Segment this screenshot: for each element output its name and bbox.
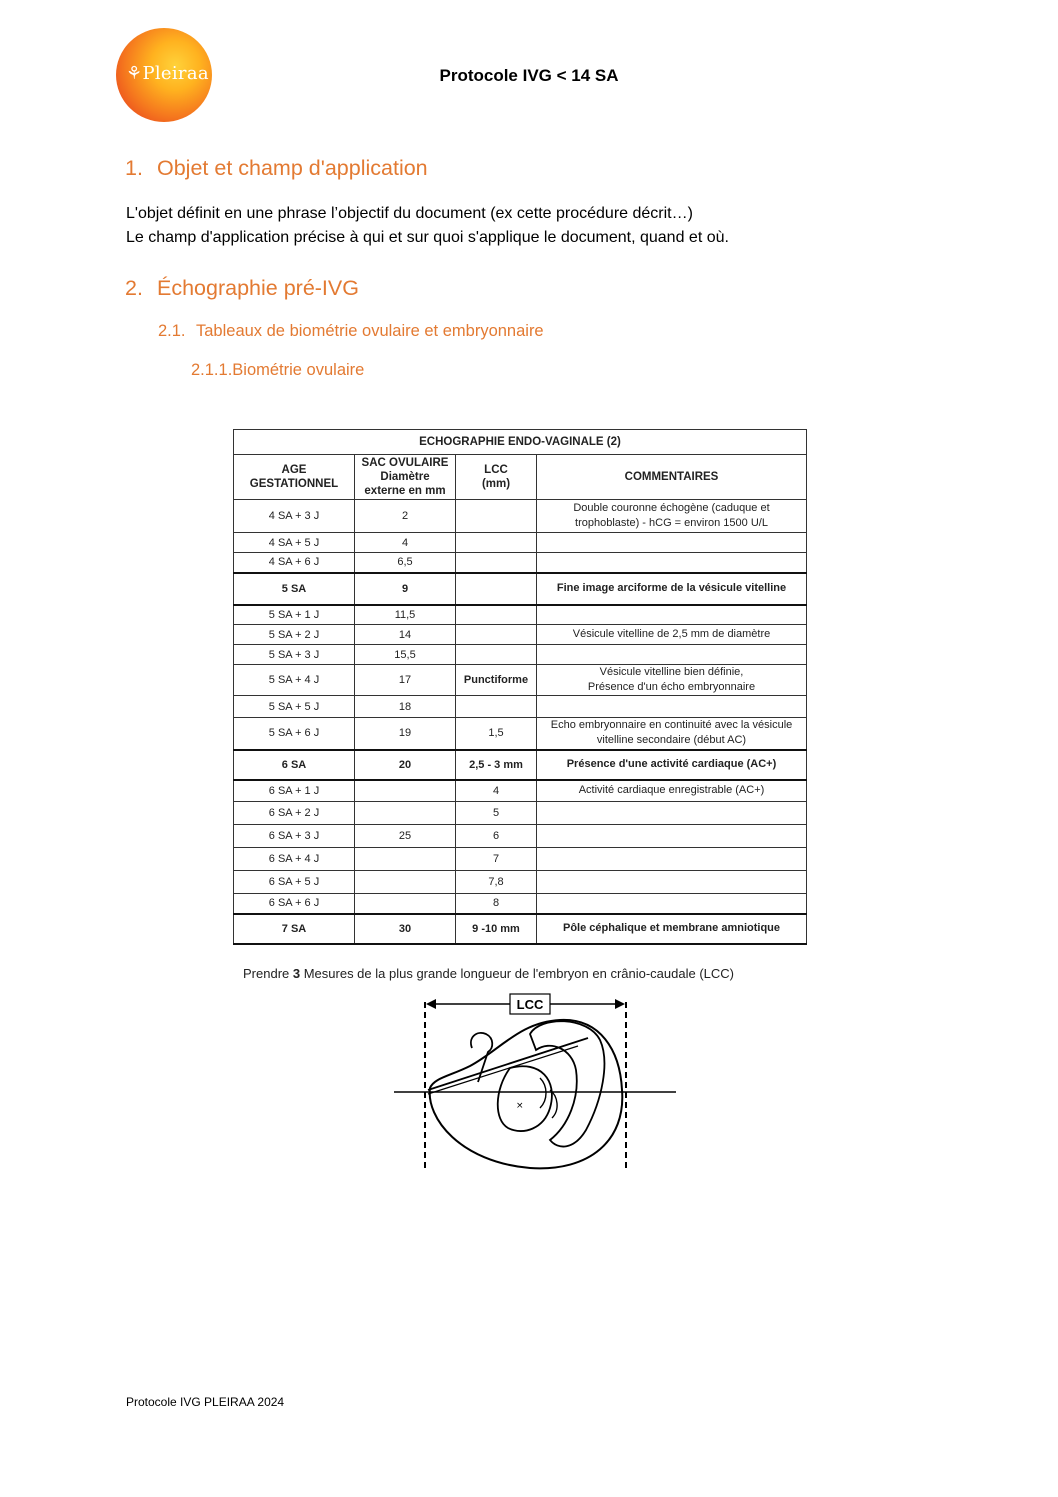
table-row	[234, 825, 807, 848]
cell-comment	[537, 553, 807, 573]
comment-line: Vésicule vitelline bien définie,	[599, 666, 744, 678]
cell-sac: 30	[355, 914, 456, 944]
cell-sac	[355, 780, 456, 802]
cell-age: 6 SA + 3 J	[234, 825, 355, 848]
section-heading-2	[125, 276, 359, 301]
page-footer: Protocole IVG PLEIRAA 2024	[126, 1395, 285, 1409]
cell-lcc: 7	[456, 848, 537, 871]
table-row	[234, 665, 807, 696]
embryo-head	[530, 1021, 604, 1146]
gestational-sac	[430, 1020, 623, 1168]
table-row	[234, 780, 807, 802]
figure-caption: Prendre 3 Mesures de la plus grande longueur de l'embryon en crânio-caudale (LCC)	[243, 966, 734, 981]
cell-sac: 19	[355, 718, 456, 750]
cell-lcc	[456, 696, 537, 718]
lcc-measure-line-2	[428, 1046, 578, 1094]
cell-age: 5 SA + 2 J	[234, 625, 355, 645]
cell-sac	[355, 848, 456, 871]
cell-comment	[537, 665, 807, 696]
lcc-label: LCC	[516, 997, 544, 1012]
cell-lcc: 7,8	[456, 871, 537, 894]
cell-lcc	[456, 533, 537, 553]
cell-comment	[537, 696, 807, 718]
table-body	[234, 500, 807, 944]
cell-comment	[537, 500, 807, 533]
cell-comment	[537, 914, 807, 944]
cell-lcc: 5	[456, 802, 537, 825]
arrow-right-icon	[615, 999, 625, 1009]
cell-comment	[537, 825, 807, 848]
header-age: AGE GESTATIONNEL	[234, 455, 355, 500]
cell-lcc	[456, 625, 537, 645]
table-row	[234, 500, 807, 533]
comment-line: Présence d'un écho embryonnaire	[587, 681, 756, 693]
cell-age: 5 SA + 5 J	[234, 696, 355, 718]
header-sac: SAC OVULAIRE Diamètre externe en mm	[355, 455, 456, 500]
comment-line: Vésicule vitelline de 2,5 mm de diamètre	[572, 628, 771, 640]
table-row	[234, 848, 807, 871]
comment-line: Fine image arciforme de la vésicule vitelline	[556, 582, 787, 594]
cell-sac: 20	[355, 750, 456, 780]
cell-sac: 15,5	[355, 645, 456, 665]
cell-comment	[537, 750, 807, 780]
cell-age: 5 SA + 4 J	[234, 665, 355, 696]
section-number: 1.	[125, 156, 143, 180]
cell-age: 5 SA + 1 J	[234, 605, 355, 625]
cell-comment	[537, 573, 807, 605]
embryo-body	[498, 1066, 552, 1131]
cell-sac: 18	[355, 696, 456, 718]
arrow-left-icon	[426, 999, 436, 1009]
cell-comment	[537, 802, 807, 825]
cell-comment	[537, 645, 807, 665]
table-row	[234, 573, 807, 605]
embryo-lcc-diagram	[390, 990, 680, 1180]
section-number: 2.	[125, 276, 143, 300]
cell-lcc: 6	[456, 825, 537, 848]
table-title: ECHOGRAPHIE ENDO-VAGINALE (2)	[234, 430, 807, 455]
cell-age: 5 SA + 6 J	[234, 718, 355, 750]
cell-comment	[537, 625, 807, 645]
table-row	[234, 894, 807, 914]
cell-lcc: 2,5 - 3 mm	[456, 750, 537, 780]
cell-sac	[355, 802, 456, 825]
cell-lcc	[456, 605, 537, 625]
intro-line-1: L'objet définit en une phrase l’objectif du document (ex cette procédure décrit…)	[126, 205, 693, 222]
cell-age: 5 SA + 3 J	[234, 645, 355, 665]
cell-comment	[537, 605, 807, 625]
logo-text: ⚘Pleiraa	[126, 63, 209, 84]
cell-age: 4 SA + 5 J	[234, 533, 355, 553]
cell-lcc: Punctiforme	[456, 665, 537, 696]
cell-age: 6 SA + 5 J	[234, 871, 355, 894]
cell-comment	[537, 718, 807, 750]
cell-sac: 6,5	[355, 553, 456, 573]
subsection-number: 2.1.	[158, 322, 186, 340]
comment-line: Double couronne échogène (caduque et	[573, 502, 770, 514]
intro-paragraph	[126, 202, 729, 250]
cell-lcc: 1,5	[456, 718, 537, 750]
cell-age: 6 SA + 4 J	[234, 848, 355, 871]
cell-age: 5 SA	[234, 573, 355, 605]
table-row	[234, 750, 807, 780]
header-comments: COMMENTAIRES	[537, 455, 807, 500]
cell-lcc	[456, 573, 537, 605]
cell-sac: 25	[355, 825, 456, 848]
section-heading-1	[125, 156, 428, 181]
center-mark-icon: ×	[516, 1101, 524, 1111]
cell-age: 6 SA + 1 J	[234, 780, 355, 802]
cell-lcc	[456, 645, 537, 665]
cell-lcc: 8	[456, 894, 537, 914]
cell-lcc: 4	[456, 780, 537, 802]
cell-comment	[537, 871, 807, 894]
document-title: Protocole IVG < 14 SA	[439, 66, 619, 85]
lcc-measure-line	[428, 1038, 588, 1090]
cell-sac: 4	[355, 533, 456, 553]
cell-comment	[537, 533, 807, 553]
cell-sac: 9	[355, 573, 456, 605]
cell-sac: 11,5	[355, 605, 456, 625]
intro-line-2: Le champ d'application précise à qui et sur quoi s'applique le document, quand et où.	[126, 229, 729, 246]
section-title: Échographie pré-IVG	[157, 276, 359, 300]
table-row	[234, 533, 807, 553]
comment-line: Présence d'une activité cardiaque (AC+)	[566, 758, 777, 770]
cell-age: 4 SA + 3 J	[234, 500, 355, 533]
cell-lcc: 9 -10 mm	[456, 914, 537, 944]
cell-comment	[537, 848, 807, 871]
subsubsection-heading: 2.1.1.Biométrie ovulaire	[191, 361, 365, 379]
comment-line: vitelline secondaire (début AC)	[596, 734, 747, 747]
cell-age: 6 SA + 6 J	[234, 894, 355, 914]
cell-comment	[537, 894, 807, 914]
table-row	[234, 553, 807, 573]
table-row	[234, 605, 807, 625]
cell-age: 6 SA	[234, 750, 355, 780]
comment-line: Activité cardiaque enregistrable (AC+)	[578, 784, 765, 797]
table-row	[234, 696, 807, 718]
cell-sac: 14	[355, 625, 456, 645]
comment-line: Echo embryonnaire en continuité avec la vésicule	[550, 719, 793, 732]
cell-age: 7 SA	[234, 914, 355, 944]
table-row	[234, 625, 807, 645]
cell-age: 4 SA + 6 J	[234, 553, 355, 573]
tree-icon: ⚘	[126, 63, 143, 84]
table-row	[234, 718, 807, 750]
cell-lcc	[456, 553, 537, 573]
cell-age: 6 SA + 2 J	[234, 802, 355, 825]
comment-line: Pôle céphalique et membrane amniotique	[563, 922, 780, 934]
cell-lcc	[456, 500, 537, 533]
subsection-heading	[158, 322, 544, 341]
cell-sac: 2	[355, 500, 456, 533]
biometry-table	[233, 429, 807, 945]
table-row	[234, 871, 807, 894]
header-lcc: LCC (mm)	[456, 455, 537, 500]
cell-sac: 17	[355, 665, 456, 696]
comment-line: trophoblaste) - hCG = environ 1500 U/L	[575, 517, 768, 529]
table-row	[234, 645, 807, 665]
table-row	[234, 914, 807, 944]
cell-sac	[355, 894, 456, 914]
cell-sac	[355, 871, 456, 894]
section-title: Objet et champ d'application	[157, 156, 428, 180]
cell-comment	[537, 780, 807, 802]
subsection-title: Tableaux de biométrie ovulaire et embryonnaire	[196, 322, 544, 340]
table-row	[234, 802, 807, 825]
